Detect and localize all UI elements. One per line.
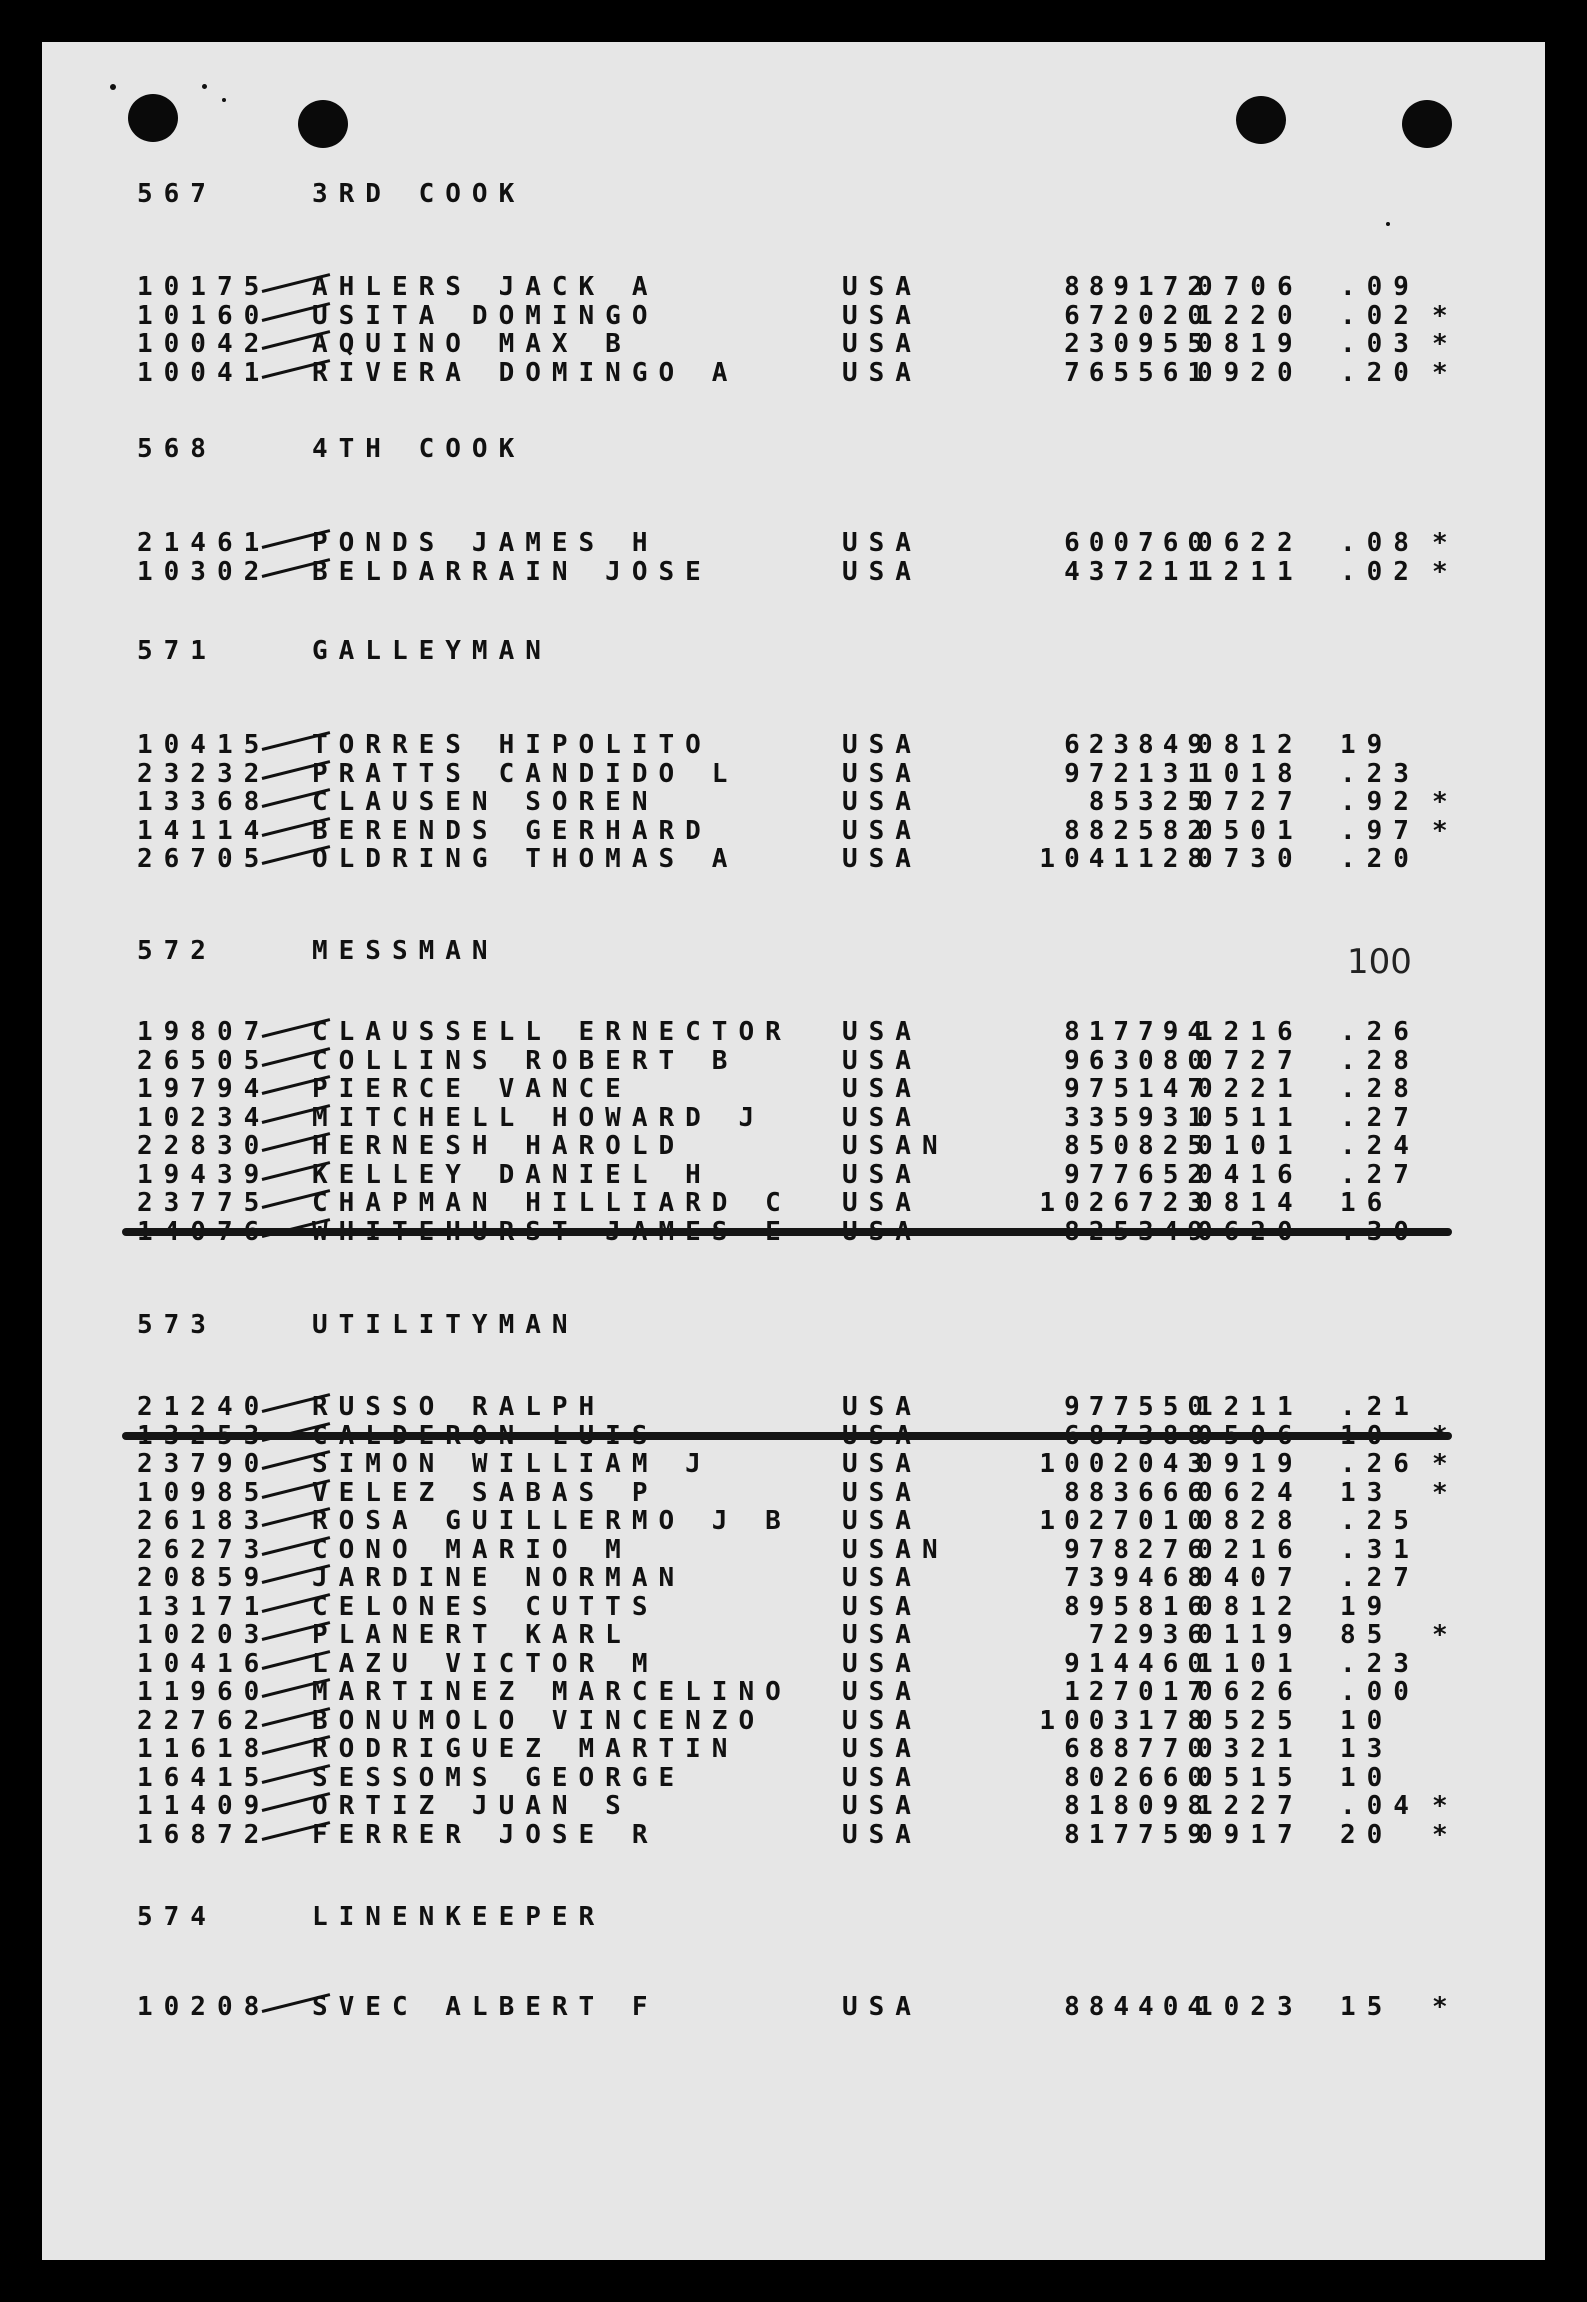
asterisk-mark: *	[1432, 787, 1448, 817]
date-code: 0920	[1197, 357, 1304, 388]
employee-number: 11618	[137, 1734, 271, 1764]
employee-number: 10234	[137, 1102, 271, 1133]
nationality: USA	[842, 1791, 922, 1821]
rate-value: .28	[1340, 1074, 1420, 1104]
punch-hole	[1236, 96, 1286, 144]
employee-name: RUSSO RALPH	[312, 1392, 606, 1422]
nationality: USA	[842, 1734, 922, 1764]
section-title: GALLEYMAN	[312, 636, 552, 666]
nationality: USA	[842, 1392, 922, 1422]
nationality: USA	[842, 1477, 922, 1508]
id-number: 672020	[1064, 300, 1212, 331]
id-number: 978276	[1064, 1534, 1212, 1565]
date-code: 1211	[1197, 1392, 1304, 1422]
nationality: USA	[842, 272, 922, 302]
employee-name: MARTINEZ MARCELINO	[312, 1677, 792, 1707]
nationality: USAN	[842, 1131, 949, 1161]
id-number: 437211	[1064, 556, 1212, 587]
employee-name: CHAPMAN HILLIARD C	[312, 1188, 792, 1218]
section-title: 4TH COOK	[312, 434, 526, 464]
employee-number: 14114	[137, 815, 271, 846]
date-code: 0515	[1197, 1762, 1304, 1793]
rate-value: .24	[1340, 1131, 1420, 1161]
nationality: USA	[842, 357, 922, 388]
asterisk-mark: *	[1432, 300, 1448, 331]
date-code: 1220	[1197, 300, 1304, 331]
employee-name: USITA DOMINGO	[312, 300, 659, 331]
rate-value: .03	[1340, 329, 1420, 359]
employee-number: 10175	[137, 272, 271, 302]
employee-number: 10302	[137, 556, 271, 587]
id-number: 963080	[1064, 1045, 1212, 1076]
section-code: 574	[137, 1902, 217, 1932]
rate-value: 15	[1340, 1992, 1394, 2022]
ink-speck	[222, 98, 226, 102]
date-code: 0730	[1197, 844, 1304, 874]
rate-value: .04	[1340, 1791, 1420, 1821]
id-number: 1002043	[1039, 1449, 1212, 1479]
nationality: USA	[842, 1677, 922, 1707]
employee-number: 23790	[137, 1449, 271, 1479]
date-code: 0917	[1197, 1819, 1304, 1850]
id-number: 884404	[1064, 1992, 1212, 2022]
id-number: 230955	[1064, 329, 1212, 359]
rate-value: .23	[1340, 758, 1420, 789]
asterisk-mark: *	[1432, 1449, 1448, 1479]
date-code: 0626	[1197, 1677, 1304, 1707]
employee-number: 21461	[137, 528, 271, 558]
id-number: 977550	[1064, 1392, 1212, 1422]
section-code: 567	[137, 179, 217, 209]
rate-value: .20	[1340, 357, 1420, 388]
asterisk-mark: *	[1432, 815, 1448, 846]
date-code: 0727	[1197, 787, 1304, 817]
nationality: USA	[842, 1563, 922, 1593]
nationality: USA	[842, 1074, 922, 1104]
date-code: 0622	[1197, 528, 1304, 558]
nationality: USA	[842, 1992, 922, 2022]
employee-number: 22762	[137, 1705, 271, 1736]
employee-number: 10415	[137, 730, 271, 760]
employee-name: CELONES CUTTS	[312, 1591, 659, 1622]
nationality: USA	[842, 1620, 922, 1650]
employee-name: VELEZ SABAS P	[312, 1477, 659, 1508]
employee-name: CLAUSSELL ERNECTOR	[312, 1017, 792, 1047]
employee-number: 10042	[137, 329, 271, 359]
rate-value: .26	[1340, 1017, 1420, 1047]
employee-number: 10203	[137, 1620, 271, 1650]
employee-number: 10416	[137, 1648, 271, 1679]
rate-value: 10	[1340, 1705, 1394, 1736]
employee-name: BELDARRAIN JOSE	[312, 556, 712, 587]
employee-name: AHLERS JACK A	[312, 272, 659, 302]
employee-number: 26505	[137, 1045, 271, 1076]
rate-value: .02	[1340, 300, 1420, 331]
section-header	[42, 936, 1545, 972]
employee-number: 10160	[137, 300, 271, 331]
asterisk-mark: *	[1432, 1477, 1448, 1508]
section-code: 572	[137, 936, 217, 966]
date-code: 0221	[1197, 1074, 1304, 1104]
rate-value: 19	[1340, 1591, 1394, 1622]
employee-name: CLAUSEN SOREN	[312, 787, 659, 817]
id-number: 739468	[1064, 1563, 1212, 1593]
employee-number: 10208	[137, 1992, 271, 2022]
id-number: 335931	[1064, 1102, 1212, 1133]
nationality: USA	[842, 528, 922, 558]
nationality: USA	[842, 1449, 922, 1479]
nationality: USA	[842, 1648, 922, 1679]
date-code: 0624	[1197, 1477, 1304, 1508]
employee-number: 10041	[137, 357, 271, 388]
rate-value: .25	[1340, 1506, 1420, 1536]
date-code: 0216	[1197, 1534, 1304, 1565]
employee-number: 20859	[137, 1563, 271, 1593]
strikethrough-line	[122, 1432, 1452, 1440]
rate-value: 85	[1340, 1620, 1394, 1650]
rate-value: .31	[1340, 1534, 1420, 1565]
ink-speck	[1386, 222, 1390, 226]
employee-number: 23775	[137, 1188, 271, 1218]
rate-value: .20	[1340, 844, 1420, 874]
date-code: 0407	[1197, 1563, 1304, 1593]
asterisk-mark: *	[1432, 1819, 1448, 1850]
employee-name: PONDS JAMES H	[312, 528, 659, 558]
date-code: 1216	[1197, 1017, 1304, 1047]
asterisk-mark: *	[1432, 1791, 1448, 1821]
employee-number: 26273	[137, 1534, 271, 1565]
id-number: 817759	[1064, 1819, 1212, 1850]
rate-value: .27	[1340, 1159, 1420, 1190]
employee-name: MITCHELL HOWARD J	[312, 1102, 766, 1133]
section-title: MESSMAN	[312, 936, 499, 966]
rate-value: 10	[1340, 1762, 1394, 1793]
date-code: 0119	[1197, 1620, 1304, 1650]
punch-hole	[128, 94, 178, 142]
id-number: 1003178	[1039, 1705, 1212, 1736]
asterisk-mark: *	[1432, 1992, 1448, 2022]
id-number: 883666	[1064, 1477, 1212, 1508]
employee-name: LAZU VICTOR M	[312, 1648, 659, 1679]
asterisk-mark: *	[1432, 556, 1448, 587]
employee-name: SIMON WILLIAM J	[312, 1449, 712, 1479]
employee-number: 22830	[137, 1131, 271, 1161]
id-number: 688770	[1064, 1734, 1212, 1764]
nationality: USA	[842, 1705, 922, 1736]
employee-name: SVEC ALBERT F	[312, 1992, 659, 2022]
employee-number: 19794	[137, 1074, 271, 1104]
employee-name: BONUMOLO VINCENZO	[312, 1705, 766, 1736]
employee-number: 23232	[137, 758, 271, 789]
date-code: 1018	[1197, 758, 1304, 789]
id-number: 72936	[1088, 1620, 1212, 1650]
section-header	[42, 1310, 1545, 1346]
rate-value: 16	[1340, 1188, 1394, 1218]
punch-hole	[1402, 100, 1452, 148]
id-number: 882582	[1064, 815, 1212, 846]
handwritten-note: 100	[1347, 942, 1412, 982]
nationality: USA	[842, 730, 922, 760]
punch-hole	[298, 100, 348, 148]
nationality: USA	[842, 815, 922, 846]
date-code: 0501	[1197, 815, 1304, 846]
date-code: 1101	[1197, 1648, 1304, 1679]
date-code: 0706	[1197, 272, 1304, 302]
rate-value: .27	[1340, 1102, 1420, 1133]
asterisk-mark: *	[1432, 357, 1448, 388]
nationality: USA	[842, 1045, 922, 1076]
section-header	[42, 636, 1545, 672]
employee-name: ORTIZ JUAN S	[312, 1791, 632, 1821]
rate-value: 13	[1340, 1734, 1394, 1764]
asterisk-mark: *	[1432, 329, 1448, 359]
rate-value: .02	[1340, 556, 1420, 587]
employee-number: 26705	[137, 844, 271, 874]
id-number: 127017	[1064, 1677, 1212, 1707]
employee-name: AQUINO MAX B	[312, 329, 632, 359]
id-number: 1027010	[1039, 1506, 1212, 1536]
employee-number: 26183	[137, 1506, 271, 1536]
date-code: 0814	[1197, 1188, 1304, 1218]
employee-name: PRATTS CANDIDO L	[312, 758, 739, 789]
date-code: 0919	[1197, 1449, 1304, 1479]
id-number: 889172	[1064, 272, 1212, 302]
employee-number: 10985	[137, 1477, 271, 1508]
nationality: USA	[842, 1591, 922, 1622]
nationality: USA	[842, 787, 922, 817]
section-title: 3RD COOK	[312, 179, 526, 209]
date-code: 0812	[1197, 1591, 1304, 1622]
employee-number: 21240	[137, 1392, 271, 1422]
employee-name: OLDRING THOMAS A	[312, 844, 739, 874]
employee-number: 11409	[137, 1791, 271, 1821]
date-code: 0321	[1197, 1734, 1304, 1764]
id-number: 895816	[1064, 1591, 1212, 1622]
employee-number: 16872	[137, 1819, 271, 1850]
id-number: 914460	[1064, 1648, 1212, 1679]
date-code: 0727	[1197, 1045, 1304, 1076]
document-page	[42, 42, 1545, 2260]
strikethrough-line	[122, 1228, 1452, 1236]
nationality: USAN	[842, 1534, 949, 1565]
nationality: USA	[842, 1188, 922, 1218]
section-header	[42, 179, 1545, 215]
rate-value: .00	[1340, 1677, 1420, 1707]
id-number: 600760	[1064, 528, 1212, 558]
employee-name: SESSOMS GEORGE	[312, 1762, 686, 1793]
rate-value: 19	[1340, 730, 1394, 760]
rate-value: .27	[1340, 1563, 1420, 1593]
ink-speck	[202, 84, 207, 89]
employee-number: 13368	[137, 787, 271, 817]
nationality: USA	[842, 758, 922, 789]
employee-name: TORRES HIPOLITO	[312, 730, 712, 760]
employee-name: JARDINE NORMAN	[312, 1563, 686, 1593]
id-number: 972131	[1064, 758, 1212, 789]
employee-name: PLANERT KARL	[312, 1620, 632, 1650]
id-number: 1026723	[1039, 1188, 1212, 1218]
nationality: USA	[842, 329, 922, 359]
employee-name: ROSA GUILLERMO J B	[312, 1506, 792, 1536]
employee-number: 19439	[137, 1159, 271, 1190]
nationality: USA	[842, 1762, 922, 1793]
id-number: 1041128	[1039, 844, 1212, 874]
rate-value: .26	[1340, 1449, 1420, 1479]
section-code: 573	[137, 1310, 217, 1340]
ink-speck	[110, 84, 116, 90]
employee-name: PIERCE VANCE	[312, 1074, 632, 1104]
rate-value: .23	[1340, 1648, 1420, 1679]
rate-value: .28	[1340, 1045, 1420, 1076]
nationality: USA	[842, 1159, 922, 1190]
nationality: USA	[842, 556, 922, 587]
id-number: 85325	[1088, 787, 1212, 817]
section-code: 571	[137, 636, 217, 666]
asterisk-mark: *	[1432, 528, 1448, 558]
id-number: 818098	[1064, 1791, 1212, 1821]
nationality: USA	[842, 1102, 922, 1133]
rate-value: .97	[1340, 815, 1420, 846]
date-code: 1023	[1197, 1992, 1304, 2022]
id-number: 817794	[1064, 1017, 1212, 1047]
employee-name: CONO MARIO M	[312, 1534, 632, 1565]
date-code: 0828	[1197, 1506, 1304, 1536]
employee-number: 19807	[137, 1017, 271, 1047]
rate-value: .92	[1340, 787, 1420, 817]
date-code: 1227	[1197, 1791, 1304, 1821]
nationality: USA	[842, 300, 922, 331]
rate-value: 13	[1340, 1477, 1394, 1508]
rate-value: .08	[1340, 528, 1420, 558]
date-code: 0511	[1197, 1102, 1304, 1133]
employee-name: COLLINS ROBERT B	[312, 1045, 739, 1076]
nationality: USA	[842, 1017, 922, 1047]
employee-name: RODRIGUEZ MARTIN	[312, 1734, 739, 1764]
date-code: 0416	[1197, 1159, 1304, 1190]
employee-name: FERRER JOSE R	[312, 1819, 659, 1850]
section-header	[42, 434, 1545, 470]
date-code: 0812	[1197, 730, 1304, 760]
employee-name: RIVERA DOMINGO A	[312, 357, 739, 388]
employee-name: HERNESH HAROLD	[312, 1131, 686, 1161]
section-title: UTILITYMAN	[312, 1310, 579, 1340]
rate-value: 20	[1340, 1819, 1394, 1850]
id-number: 623849	[1064, 730, 1212, 760]
employee-name: BERENDS GERHARD	[312, 815, 712, 846]
rate-value: .21	[1340, 1392, 1420, 1422]
employee-name: KELLEY DANIEL H	[312, 1159, 712, 1190]
nationality: USA	[842, 1819, 922, 1850]
employee-number: 16415	[137, 1762, 271, 1793]
section-header	[42, 1902, 1545, 1938]
employee-number: 13171	[137, 1591, 271, 1622]
employee-number: 11960	[137, 1677, 271, 1707]
date-code: 0101	[1197, 1131, 1304, 1161]
id-number: 765561	[1064, 357, 1212, 388]
date-code: 0525	[1197, 1705, 1304, 1736]
section-code: 568	[137, 434, 217, 464]
id-number: 977652	[1064, 1159, 1212, 1190]
nationality: USA	[842, 844, 922, 874]
date-code: 0819	[1197, 329, 1304, 359]
id-number: 802660	[1064, 1762, 1212, 1793]
id-number: 850825	[1064, 1131, 1212, 1161]
nationality: USA	[842, 1506, 922, 1536]
rate-value: .09	[1340, 272, 1420, 302]
date-code: 1211	[1197, 556, 1304, 587]
section-title: LINENKEEPER	[312, 1902, 606, 1932]
asterisk-mark: *	[1432, 1620, 1448, 1650]
id-number: 975147	[1064, 1074, 1212, 1104]
